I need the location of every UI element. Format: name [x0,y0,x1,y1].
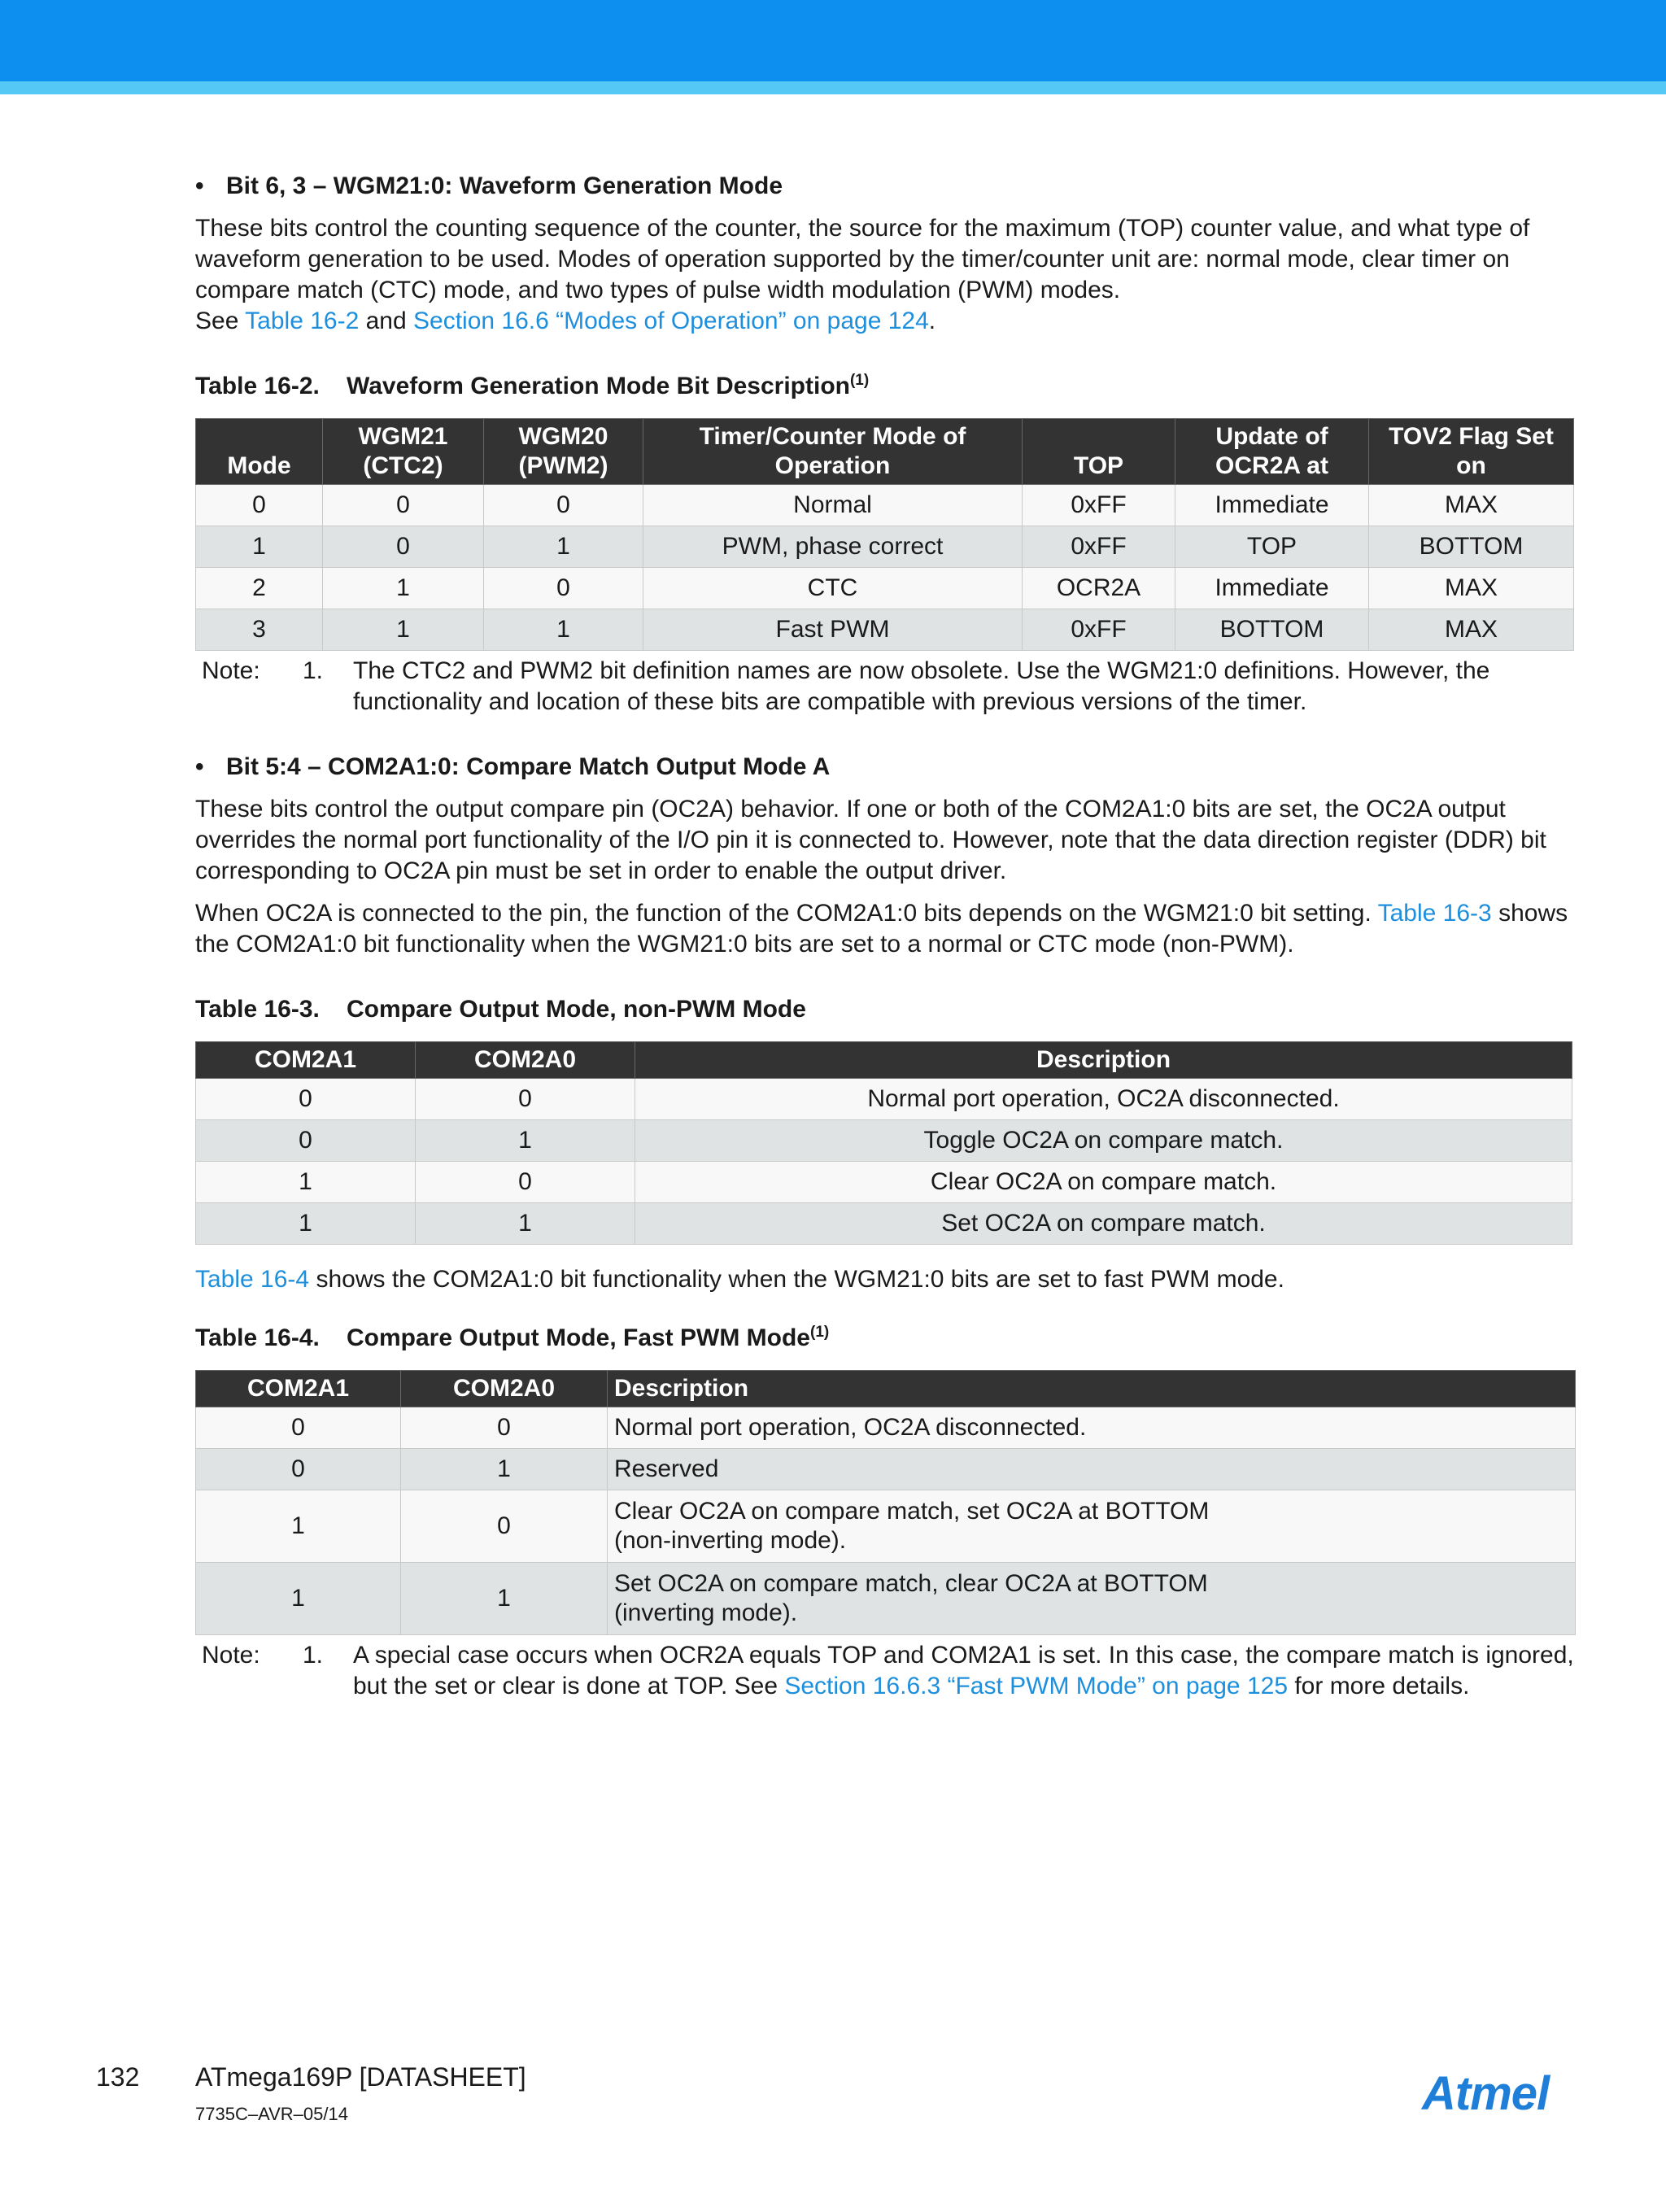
table-cell: Normal [643,485,1023,526]
table-cell: Clear OC2A on compare match. [635,1162,1572,1203]
com-paragraph-2 [195,898,1574,960]
note-label: Note: [202,1642,260,1669]
table-16-2-caption [195,371,1574,402]
column-header: COM2A1 [196,1371,401,1407]
table-16-4 [195,1370,1576,1635]
table-row [196,1079,1572,1120]
table-cell: OCR2A [1023,568,1175,609]
com-heading [195,752,1574,783]
doc-code: 7735C–AVR–05/14 [195,2104,348,2124]
see-mid: and [359,308,414,334]
link-table-16-2[interactable]: Table 16-2 [245,308,360,334]
column-header: WGM20 (PWM2) [484,419,643,485]
table-row [196,1120,1572,1162]
table-cell: BOTTOM [1369,526,1574,568]
table-cell: 0 [401,1407,608,1449]
table-16-3 [195,1041,1572,1245]
table-title: Compare Output Mode, Fast PWM Mode [347,1324,810,1351]
between-text: shows the COM2A1:0 bit functionality when the WGM21:0 bits are set to fast PWM mode. [309,1266,1284,1293]
wgm-paragraph-text: These bits control the counting sequence of the counter, the source for the maximum (TOP) counter value, and what type of waveform generation to be used. Modes of operation supported by the timer/counter unit are: normal mode, clear timer on compare match (CTC) mode, and two types of pulse width modulation (PWM) modes. [195,215,1530,303]
table-row [196,1490,1576,1563]
page-content [195,171,1574,1702]
table-16-2-note [195,656,1574,718]
header-band [0,0,1666,81]
note-text [353,1640,1574,1702]
table-cell: MAX [1369,568,1574,609]
table-cell: CTC [643,568,1023,609]
table-cell: MAX [1369,485,1574,526]
table-cell: 0 [323,526,484,568]
table-cell: 0 [484,568,643,609]
table-16-4-note [195,1640,1574,1702]
column-header: Description [608,1371,1576,1407]
table-number: Table 16-2. [195,373,320,399]
doc-title: ATmega169P [DATASHEET] [195,2062,526,2092]
footnote-marker: (1) [810,1324,830,1341]
table-cell: 0 [401,1490,608,1563]
table-row [196,1162,1572,1203]
table-row [196,1563,1576,1635]
column-header: WGM21 (CTC2) [323,419,484,485]
bullet-icon: • [195,753,204,780]
see-suffix: . [928,308,936,334]
table-cell: 1 [196,1203,416,1245]
table-16-2 [195,418,1574,651]
table-cell: 1 [196,1490,401,1563]
column-header: Description [635,1042,1572,1079]
column-header: COM2A0 [416,1042,635,1079]
com-para2-prefix: When OC2A is connected to the pin, the function of the COM2A1:0 bits depends on the WGM21:0 bit setting. [195,900,1378,927]
see-prefix: See [195,308,246,334]
table-number: Table 16-4. [195,1324,320,1351]
column-header: Update of OCR2A at [1175,419,1369,485]
table-cell: PWM, phase correct [643,526,1023,568]
table-cell: 1 [196,1563,401,1635]
link-section-16-6-3[interactable]: Section 16.6.3 “Fast PWM Mode” on page 125 [784,1673,1289,1699]
note-suffix: for more details. [1288,1673,1470,1699]
note-prefix: A special case occurs when OCR2A equals TOP and COM2A1 is set. In this case, the compare match is ignored, but the set or clear is done at TOP. See [353,1642,1574,1699]
column-header: TOP [1023,419,1175,485]
table-cell: Immediate [1175,568,1369,609]
table-cell: 1 [401,1449,608,1490]
table-cell: Normal port operation, OC2A disconnected. [608,1407,1576,1449]
table-title: Compare Output Mode, non-PWM Mode [347,996,806,1023]
table-cell: 1 [484,526,643,568]
note-number: 1. [303,657,324,684]
table-cell: 1 [416,1120,635,1162]
table-cell: 0xFF [1023,526,1175,568]
column-header: COM2A0 [401,1371,608,1407]
table-cell: 0 [323,485,484,526]
table-cell: 0 [484,485,643,526]
table-row [196,568,1574,609]
table-cell: TOP [1175,526,1369,568]
table-title: Waveform Generation Mode Bit Description [347,373,850,399]
between-paragraph [195,1264,1574,1295]
note-label: Note: [202,657,260,684]
cell-line: (non-inverting mode). [614,1527,847,1554]
table-cell: 1 [323,609,484,651]
column-header: Mode [196,419,323,485]
table-row [196,609,1574,651]
table-number: Table 16-3. [195,996,320,1023]
com-paragraph-1: These bits control the output compare pin (OC2A) behavior. If one or both of the COM2A1:0 bits are set, the OC2A output overrides the normal port functionality of the I/O pin it is connected to. However, note that the data direction register (DDR) bit corresponding to OC2A pin must be set in order to enable the output driver. [195,796,1546,884]
link-table-16-4[interactable]: Table 16-4 [195,1266,310,1293]
table-cell: Set OC2A on compare match. [635,1203,1572,1245]
table-cell: 0 [416,1162,635,1203]
cell-line: Clear OC2A on compare match, set OC2A at BOTTOM [614,1498,1210,1525]
wgm-heading-text: Bit 6, 3 – WGM21:0: Waveform Generation Mode [226,172,783,199]
table-cell: 1 [484,609,643,651]
wgm-paragraph [195,213,1574,337]
note-text: The CTC2 and PWM2 bit definition names are now obsolete. Use the WGM21:0 definitions. However, the functionality and location of these bits are compatible with previous versions of the timer. [353,657,1490,715]
table-cell: 1 [401,1563,608,1635]
table-cell [608,1563,1576,1635]
table-cell: Fast PWM [643,609,1023,651]
table-cell: 1 [196,526,323,568]
column-header: TOV2 Flag Set on [1369,419,1574,485]
table-cell: BOTTOM [1175,609,1369,651]
cell-line: (inverting mode). [614,1599,798,1626]
table-cell: 0 [196,485,323,526]
footnote-marker: (1) [849,372,870,389]
link-table-16-3[interactable]: Table 16-3 [1377,900,1492,927]
table-row [196,1449,1576,1490]
table-cell: 0 [196,1120,416,1162]
table-cell: 0 [196,1079,416,1120]
note-number: 1. [303,1642,324,1669]
table-cell: Normal port operation, OC2A disconnected. [635,1079,1572,1120]
table-cell: 2 [196,568,323,609]
wgm-heading [195,171,1574,202]
table-cell: 1 [196,1162,416,1203]
column-header: Timer/Counter Mode of Operation [643,419,1023,485]
table-row [196,485,1574,526]
page-number: 132 [96,2062,140,2092]
table-cell: MAX [1369,609,1574,651]
table-cell: 3 [196,609,323,651]
table-cell: Immediate [1175,485,1369,526]
table-cell: 0 [196,1449,401,1490]
table-16-4-caption [195,1323,1574,1354]
column-header: COM2A1 [196,1042,416,1079]
com-para2-suffix: shows the COM2A1:0 bit functionality when the WGM21:0 bits are set to a normal or CTC mode (non-PWM). [195,900,1568,958]
table-cell: Toggle OC2A on compare match. [635,1120,1572,1162]
header-stripe [0,81,1666,94]
table-cell: 0xFF [1023,485,1175,526]
table-cell: Reserved [608,1449,1576,1490]
cell-line: Set OC2A on compare match, clear OC2A at BOTTOM [614,1570,1208,1597]
table-cell: 1 [323,568,484,609]
bullet-icon: • [195,172,204,199]
table-16-3-caption [195,994,1574,1025]
table-cell: 1 [416,1203,635,1245]
link-section-16-6[interactable]: Section 16.6 “Modes of Operation” on page 124 [413,308,929,334]
atmel-logo: Atmel [1422,2067,1550,2120]
com-heading-text: Bit 5:4 – COM2A1:0: Compare Match Output Mode A [226,753,831,780]
table-cell: 0 [196,1407,401,1449]
table-cell: 0 [416,1079,635,1120]
table-row [196,1407,1576,1449]
table-row [196,526,1574,568]
table-row [196,1203,1572,1245]
table-cell [608,1490,1576,1563]
table-cell: 0xFF [1023,609,1175,651]
